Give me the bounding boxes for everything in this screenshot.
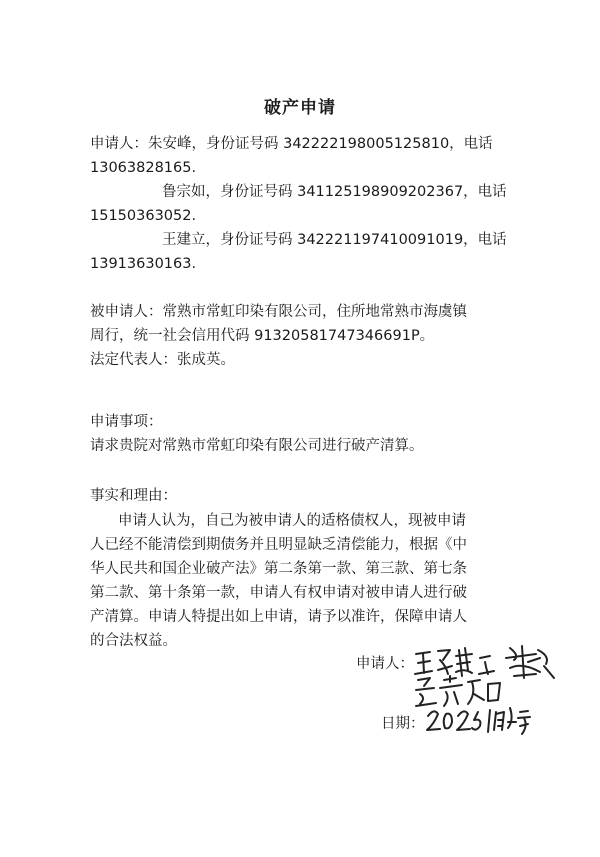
facts-heading: 事实和理由： (90, 488, 177, 504)
signature-date-label: 日期： (381, 716, 425, 732)
respondent-line-1: 被申请人：常熟市常虹印染有限公司，住所地常熟市海虞镇 (90, 304, 467, 320)
legal-representative: 法定代表人：张成英。 (90, 352, 235, 368)
applicant-label: 申请人： (90, 136, 148, 152)
applicant-1-info: 朱安峰，身份证号码 342222198005125810，电话 (148, 136, 493, 152)
signature-applicant-label: 申请人： (356, 656, 414, 672)
facts-line: 第二款、第十条第一款，申请人有权申请对被申请人进行破 (90, 585, 467, 601)
matters-heading: 申请事项： (90, 414, 163, 430)
applicant-1-line-1 (90, 134, 493, 154)
facts-line: 人已经不能清偿到期债务并且明显缺乏清偿能力，根据《中 (90, 537, 467, 553)
facts-line: 的合法权益。 (90, 633, 177, 649)
applicant-1-phone: 13063828165. (90, 160, 197, 176)
handwritten-date (424, 700, 534, 740)
facts-line: 华人民共和国企业破产法》第二条第一款、第三款、第七条 (90, 561, 467, 577)
applicant-3-info: 王建立，身份证号码 342221197410091019，电话 (162, 232, 507, 248)
facts-line: 申请人认为，自己为被申请人的适格债权人，现被申请 (118, 513, 466, 529)
applicant-2-phone: 15150363052. (90, 208, 197, 224)
document-title: 破产申请 (264, 98, 336, 118)
matters-text: 请求贵院对常熟市常虹印染有限公司进行破产清算。 (90, 438, 424, 454)
applicant-2-info: 鲁宗如，身份证号码 341125198909202367，电话 (162, 184, 507, 200)
facts-line: 产清算。申请人特提出如上申请，请予以准许，保障申请人 (90, 609, 467, 625)
respondent-line-2: 周行，统一社会信用代码 91320581747346691P。 (90, 328, 435, 344)
applicant-3-phone: 13913630163. (90, 256, 197, 272)
